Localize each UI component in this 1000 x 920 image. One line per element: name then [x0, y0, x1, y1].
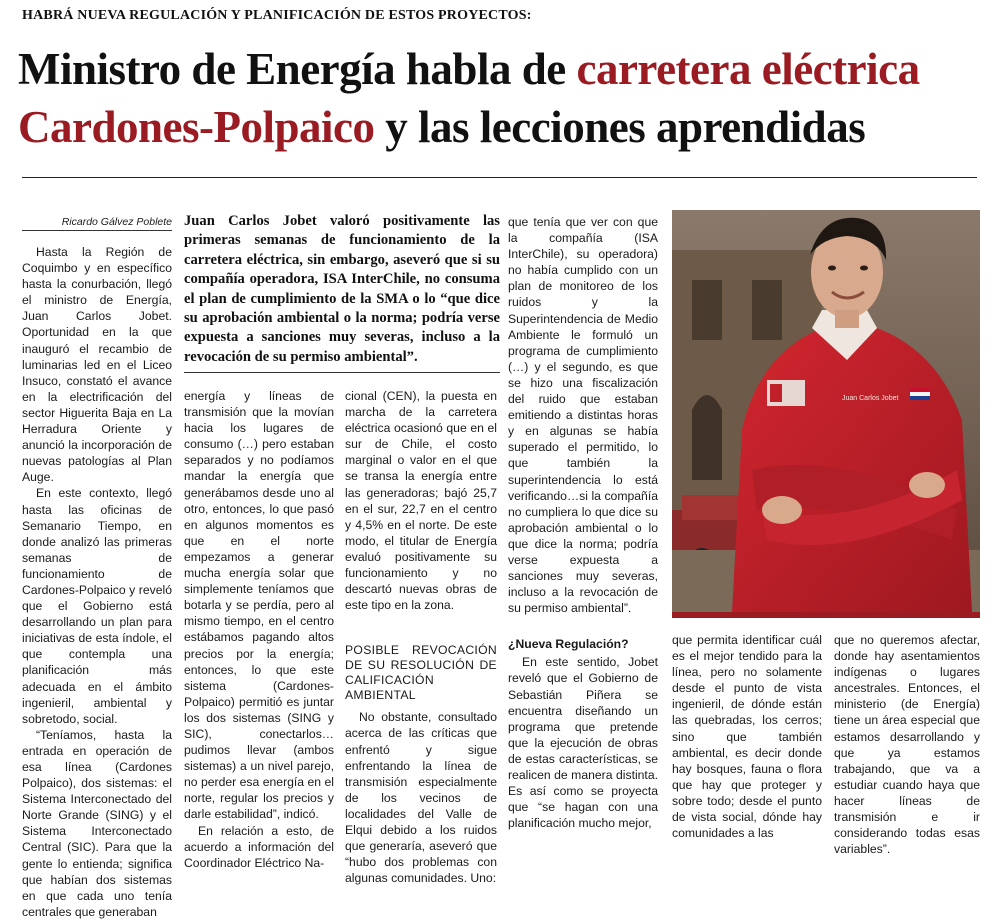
- headline-line-1-black: Ministro de Energía habla de: [18, 44, 577, 94]
- top-rule: [22, 177, 977, 178]
- lead-rule: [184, 372, 500, 373]
- col2-paragraph-2: En relación a esto, de acuerdo a información del Coordinador Eléctrico Na-: [184, 823, 334, 870]
- col6-paragraph-1: que no queremos afectar, donde hay asentamientos indígenas o lugares ancestrales. Entonces, el ministerio (de Energía) tiene un área especial que estamos desarrollando y que ya estamos trabajando, que va a estudiar cuando haya que hacer líneas de transmisión e ir considerando todas esas variables”.: [834, 633, 980, 857]
- headline-line-2: [18, 98, 988, 156]
- subhead-regulacion: ¿Nueva Regulación?: [508, 637, 629, 652]
- byline: Ricardo Gálvez Poblete: [22, 216, 172, 231]
- col1-paragraph-2: En este contexto, llegó hasta las oficinas de Semanario Tiempo, en donde analizó las primeras semanas de funcionamiento de Cardones-Polpaico y reveló que el Gobierno está desarrollando un plan para iniciativas de esta índole, el que contempla una planificación más adecuada en el ámbito ingenieril, ambiental y sobretodo, social.: [22, 486, 172, 726]
- column-1: [22, 244, 172, 920]
- col5-paragraph-1: que permita identificar cuál es el mejor tendido para la línea, pero no solamente desde el punto de vista ingenieril, de dónde están las quebradas, los cerros; sino que también ambiental, es decir donde hay bosques, fauna o flora que hay que proteger y sobre todo; desde el punto de vista social, dónde hay comunidades a las: [672, 633, 822, 841]
- headline-line-1-red: carretera eléctrica: [576, 44, 920, 94]
- col1-paragraph-3: “Teníamos, hasta la entrada en operación de esa línea (Cardones Polpaico), dos sistemas: el Sistema Interconectado del Norte Grande (SING) y el Sistema Interconectado Central (SIC). Para que la gente lo entienda; significa que habían dos sistemas en que cada uno tenía centrales que generaban: [22, 727, 172, 919]
- column-3: [345, 388, 497, 886]
- jobet-photo: [672, 210, 980, 612]
- headline-line-1: [18, 40, 988, 98]
- headline: [18, 40, 988, 156]
- column-2: [184, 388, 334, 871]
- column-5: [672, 632, 822, 841]
- col4-paragraph-1: que tenía que ver con que la compañía (ISA InterChile), su operadora) no había cumplido con un plan de monitoreo de los ruidos y la Superintendencia de Medio Ambiente le formuló un programa de cumplimiento (…) y el segundo, es que se hizo una fiscalización del ruido que estaban emitiendo a distintas horas y en algunas se había superado el permitido, lo que también la superintendencia lo está verificando…si la compañía no cumpliera lo que dice su aprobación ambiental o lo que dice la norma; podría verse expuesta a sanciones muy severas, incluso a la revocación de su permiso ambiental”.: [508, 215, 658, 616]
- lead-paragraph: Juan Carlos Jobet valoró positivamente las primeras semanas de funcionamiento de la carretera eléctrica, sin embargo, aseveró que si su compañía operadora, ISA InterChile, no consuma el plan de cumplimiento de la SMA o lo “que dice su aprobación ambiental o la norma; podría verse expuesta a sanciones muy severas, incluso a la revocación de su permiso ambiental”.: [184, 213, 500, 365]
- headline-line-2-black: y las lecciones aprendidas: [374, 102, 866, 152]
- col1-paragraph-1: Hasta la Región de Coquimbo y en específico hasta la conurbación, llegó el ministro de Energía, Juan Carlos Jobet. Oportunidad en la que inauguró el recambio de luminarias led en el Liceo Insuco, constató el avance en la electrificación del sector Higuerita Baja en La Herradura Oriente y anunció la incorporación de nuevas patologías al Plan Auge.: [22, 245, 172, 485]
- jacket-name: Juan Carlos Jobet: [842, 395, 899, 402]
- col3-paragraph-1: cional (CEN), la puesta en marcha de la carretera eléctrica ocasionó que en el sur de Chile, el costo marginal o valor en el que se transa la energía entre las generadoras; bajó 25,7 en el sur, 22,7 en el centro y 4,5% en el norte. De este modo, el titular de Energía evaluó positivamente su funcionamiento y no descartó nuevas obras de este tipo en la zona.: [345, 389, 497, 613]
- col3-paragraph-2: No obstante, consultado acerca de las críticas que enfrentó y sigue enfrentando la línea de transmisión especialmente de los vecinos de localidades del Valle de Elqui debido a los ruidos que generaría, aseveró que “hubo dos problemas con algunas comunidades. Uno:: [345, 710, 497, 886]
- subhead-revocacion: POSIBLE REVOCACIÓN DE SU RESOLUCIÓN DE CALIFICACIÓN AMBIENTAL: [345, 643, 497, 703]
- headline-line-2-red: Cardones-Polpaico: [18, 102, 375, 152]
- column-4: [508, 214, 658, 831]
- column-6: [834, 632, 980, 857]
- photo-rule: [672, 612, 980, 618]
- photo-illustration: [672, 210, 980, 612]
- kicker: HABRÁ NUEVA REGULACIÓN Y PLANIFICACIÓN DE ESTOS PROYECTOS:: [22, 8, 532, 23]
- col2-paragraph-1: energía y líneas de transmisión que la movían hacia los lugares de consumo (…) pero estaban separados y no podíamos mandar la energía que generábamos desde uno al otro, entonces, lo que pasó en algunos momentos es que en el norte empezamos a generar mucha energía solar que simplemente teníamos que botarla y se perdía, pero al mismo tiempo, en el centro estábamos pagando altos precios por la energía; entonces, lo que este sistema (Cardones-Polpaico) permitió es juntar los dos sistemas (SING y SIC), conectarlos…pudimos llevar (ambos sistemas) a un nivel parejo, no perder esa energía en el norte, regular los precios y darle estabilidad”, indicó.: [184, 389, 334, 822]
- col4-paragraph-2: En este sentido, Jobet reveló que el Gobierno de Sebastián Piñera se encuentra diseñando un programa que pretende que la ejecución de obras de estas características, se realicen de manera distinta. Es así como se proyecta que “se hagan con una planificación mucho mejor,: [508, 655, 658, 831]
